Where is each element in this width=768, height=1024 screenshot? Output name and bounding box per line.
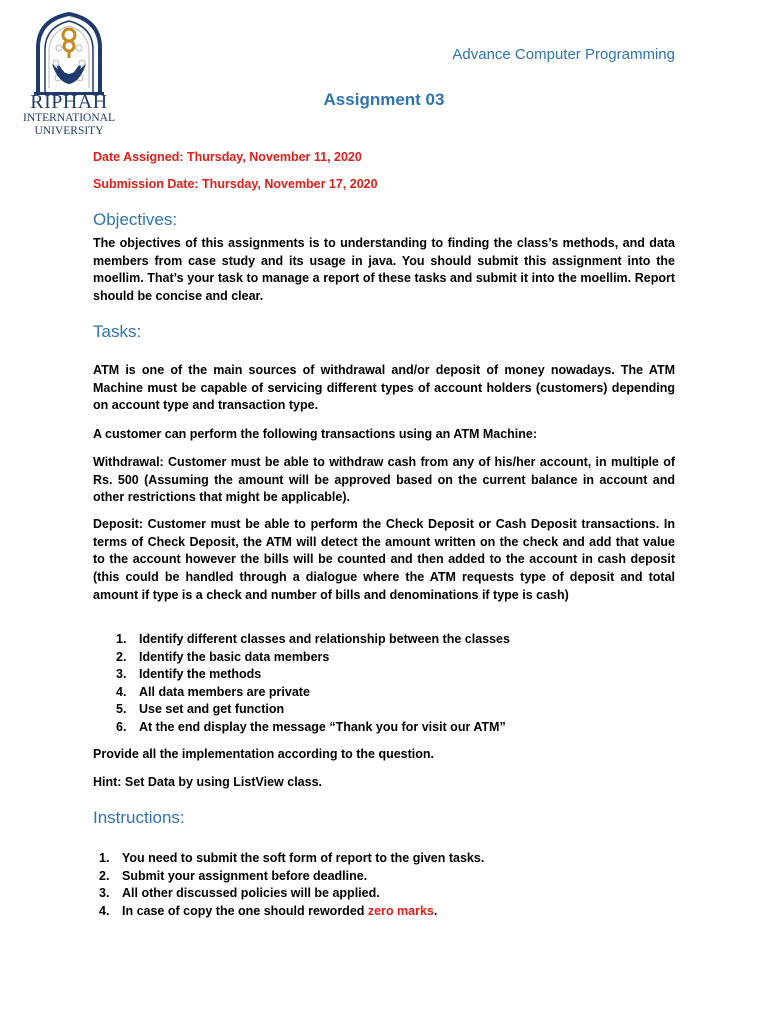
list-number: 6. bbox=[116, 719, 127, 734]
task-text: Identify different classes and relationship between the classes bbox=[139, 632, 510, 646]
instruction-text: You need to submit the soft form of report to the given tasks. bbox=[122, 851, 485, 865]
submission-date: Submission Date: Thursday, November 17, 2020 bbox=[93, 177, 378, 191]
hint-text: Hint: Set Data by using ListView class. bbox=[93, 775, 322, 789]
provide-text: Provide all the implementation according to the question. bbox=[93, 747, 435, 761]
list-number: 3. bbox=[116, 667, 127, 682]
task-item-1 bbox=[93, 631, 675, 649]
task-item-6 bbox=[93, 719, 675, 737]
list-number: 4. bbox=[116, 684, 127, 699]
list-number: 2. bbox=[99, 868, 110, 883]
logo-line-3: UNIVERSITY bbox=[34, 124, 104, 137]
withdrawal-text: Withdrawal: Customer must be able to withdraw cash from any of his/her account, in multiple of Rs. 500 (Assuming the amount will be approved based on the current balance in account and other restrictions that might be applicable). bbox=[93, 455, 675, 505]
course-title: Advance Computer Programming bbox=[452, 46, 675, 63]
list-number: 1. bbox=[116, 632, 127, 646]
deposit-text: Deposit: Customer must be able to perform the Check Deposit or Cash Deposit transactions. In terms of Check Deposit, the ATM will detect the amount written on the check and add that value to the account however the bills will be counted and then added to the account in cash deposit (this could be handled through a dialogue where the ATM requests type of deposit and total amount if type is a check and number of bills and denominations if type is cash) bbox=[93, 517, 675, 602]
list-number: 4. bbox=[99, 903, 110, 918]
instruction-text: Submit your assignment before deadline. bbox=[122, 868, 368, 883]
transactions-intro: A customer can perform the following transactions using an ATM Machine: bbox=[93, 427, 538, 441]
zero-marks-text: zero marks bbox=[367, 903, 434, 918]
list-number: 1. bbox=[99, 851, 110, 865]
instructions-list bbox=[93, 850, 675, 920]
instruction-item-2 bbox=[93, 868, 675, 886]
instruction-end-punct: . bbox=[433, 903, 438, 918]
instruction-item-4 bbox=[93, 903, 675, 921]
task-text: At the end display the message “Thank you for visit our ATM” bbox=[139, 719, 506, 734]
task-list bbox=[93, 631, 675, 737]
task-text: All data members are private bbox=[139, 684, 310, 699]
task-text: Identify the basic data members bbox=[139, 649, 330, 664]
tasks-intro: ATM is one of the main sources of withdrawal and/or deposit of money nowadays. The ATM Machine must be capable of servicing different types of account holders (customers) depending on account type and transaction type. bbox=[93, 363, 675, 413]
date-assigned: Date Assigned: Thursday, November 11, 2020 bbox=[93, 150, 362, 164]
logo-line-1: RIPHAH bbox=[30, 91, 108, 113]
list-number: 5. bbox=[116, 702, 127, 717]
task-item-2 bbox=[93, 649, 675, 667]
list-number: 3. bbox=[99, 886, 110, 901]
instruction-item-3 bbox=[93, 885, 675, 903]
objectives-text: The objectives of this assignments is to understanding to finding the class’s methods, and data members from case study and its usage in java. You should submit this assignment into the moellim. That’s your task to manage a report of these tasks and submit it into the moellim. Report should be concise and clear. bbox=[93, 236, 675, 304]
instruction-text: In case of copy the one should reworded bbox=[122, 903, 368, 918]
tasks-heading: Tasks: bbox=[93, 322, 142, 341]
logo-line-2: INTERNATIONAL bbox=[23, 112, 115, 124]
objectives-heading: Objectives: bbox=[93, 210, 178, 229]
task-text: Identify the methods bbox=[139, 667, 262, 682]
task-item-4 bbox=[93, 684, 675, 702]
task-item-3 bbox=[93, 666, 675, 684]
assignment-title: Assignment 03 bbox=[323, 90, 445, 109]
instruction-text: All other discussed policies will be applied. bbox=[122, 886, 380, 901]
task-item-5 bbox=[93, 701, 675, 719]
task-text: Use set and get function bbox=[139, 702, 285, 717]
instruction-item-1 bbox=[93, 850, 675, 868]
list-number: 2. bbox=[116, 649, 127, 664]
instructions-heading: Instructions: bbox=[93, 808, 185, 827]
